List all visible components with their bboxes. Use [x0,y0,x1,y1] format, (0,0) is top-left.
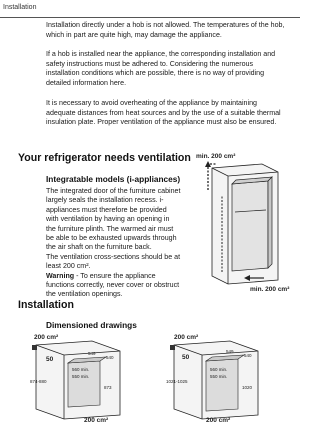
right-dim-height-range: 1021-1025 [166,379,188,384]
integratable-models-heading: Integratable models (i-appliances) [46,174,181,184]
section-title: Installation [3,4,37,11]
left-dim-540: 540 [106,355,114,360]
right-corner-marker [170,345,175,350]
vent-top-label: min. 200 cm² [196,153,236,160]
right-top-label: 200 cm² [174,334,199,341]
left-dim-550: 550 min. [72,374,90,379]
ventilation-cross-section: The ventilation cross-sections should be at least 200 cm². [46,252,181,271]
intro-paragraph-hob: Installation directly under a hob is not allowed. The temperatures of the hob, which in part are quite high, may damage the appliance. [46,21,285,39]
ventilation-body: The integrated door of the furniture cabinet largely seals the installation recess. i-appliances must therefore be provided with ventilation by having an opening in the furniture plinth. The warmed air must be able to be exhausted upwards through the air shaft on the furniture back. [46,187,181,252]
warning-text: - To ensure the appliance functions correctly, never cover or obstruct the ventilation openings. [46,271,180,299]
intro-paragraph-overheating: It is necessary to avoid overheating of the appliance by maintaining adequate distances from heat sources and by the use of a suitable thermal insulation plate. Proper ventilation of the appliance must also be ensured. [46,99,281,127]
ventilation-diagram [186,150,296,293]
left-bottom-label: 200 cm² [84,417,109,424]
appliance-body [232,177,272,271]
right-dim-1020: 1020 [242,385,253,390]
right-dim-549: 549 [226,349,234,354]
left-dim-873: 873 [104,385,112,390]
ventilation-text [46,187,181,300]
header-divider [0,17,300,18]
vent-bottom-label: min. 200 cm² [250,286,290,293]
left-dim-560: 560 min. [72,367,90,372]
right-dim-560: 560 min. [210,367,228,372]
right-bottom-label: 200 cm² [206,417,231,424]
ventilation-warning [46,272,181,300]
dimensioned-drawing-left [28,331,148,423]
right-dim-50: 50 [182,354,190,361]
left-appliance [68,357,106,407]
left-dim-height-range: 874-880 [30,379,47,384]
left-corner-marker [32,345,37,350]
right-dim-550: 550 min. [210,374,228,379]
left-dim-549: 549 [88,351,96,356]
installation-heading: Installation [18,299,74,311]
dimensioned-drawings-heading: Dimensioned drawings [46,320,137,330]
page-header [0,4,300,18]
left-top-label: 200 cm² [34,334,59,341]
warning-label: Warning [46,271,75,280]
dimensioned-drawing-right [166,331,286,423]
left-dim-50: 50 [46,356,54,363]
ventilation-heading: Your refrigerator needs ventilation [18,152,191,164]
intro-paragraph-safety: If a hob is installed near the appliance, the corresponding installation and safety instructions must be adhered to. Considering the numerous installation conditions which are possible, there is no way of providing detailed information here. [46,50,276,88]
right-dim-540: 540 [244,353,252,358]
right-appliance [206,355,244,411]
